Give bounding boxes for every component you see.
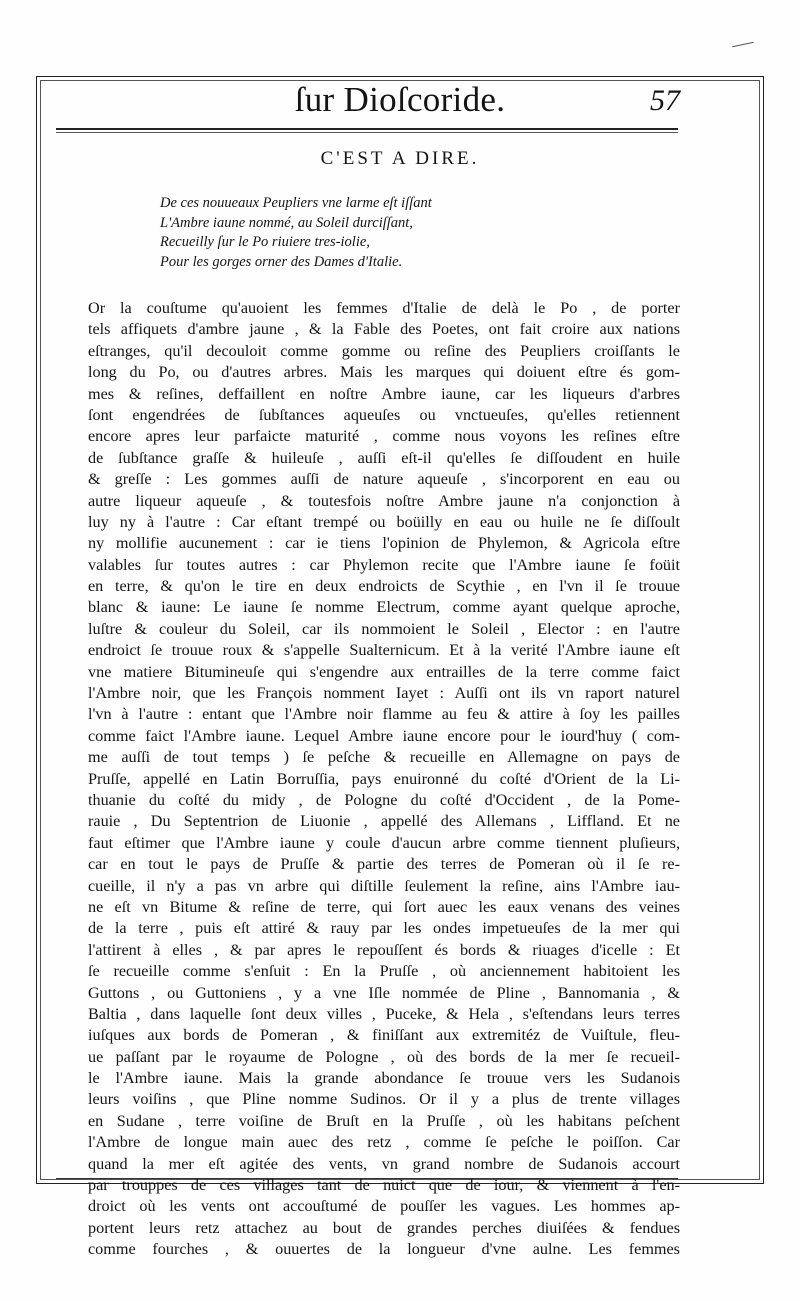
body-line: portent leurs retz attachez au bout de grandes perches diuiſées & fendues (88, 1218, 680, 1237)
body-line: en Sudane , terre voiſine de Bruſt en la Pruſſe , où les habitans peſchent (88, 1111, 680, 1130)
body-line: en terre, & qu'on le tire en deux endroicts de Scythie , en l'vn il ſe trouue (88, 577, 680, 596)
body-line: comme fourches , & ouuertes de la longueur d'vne aulne. Les femmes (88, 1240, 680, 1259)
body-line: l'vn à l'autre : entant que l'Ambre noir flamme au feu & attire à ſoy les pailles (88, 705, 680, 724)
body-line: leurs voiſins , que Pline nomme Sudinos. Or il y a plus de trente villages (88, 1090, 680, 1109)
body-line: ne eſt vn Bitume & reſine de terre, qui ſort auec les eaux venans des veines (88, 897, 680, 916)
section-heading: C'EST A DIRE. (320, 148, 480, 169)
page-number: 57 (650, 84, 680, 117)
body-line: Guttons , ou Guttoniens , y a vne Iſle nommée de Pline , Bannomania , & (88, 983, 680, 1002)
verse-line: Recueilly ſur le Po riuiere tres-iolie, (160, 234, 370, 250)
body-line: iuſques aux bords de Pomeran , & finiſſant aux extremitéz de Vuiſtule, fleu- (88, 1026, 680, 1045)
body-line: luy ny à l'autre : Car eſtant trempé ou boüilly en eau ou huile ne ſe diſſoult (88, 512, 680, 531)
body-line: Baltia , dans laquelle ſont deux villes , Puceke, & Hela , s'eſtendans leurs terres (88, 1004, 680, 1023)
footer-rule (56, 1178, 678, 1179)
running-head: ſur Dioſcoride. (294, 80, 506, 119)
body-line: ny mollifie aucunement : car ie tiens l'opinion de Phylemon, & Agricola eſtre (88, 534, 680, 553)
body-line: eſtranges, qu'il decouloit comme gomme ou reſine des Peupliers croiſſants le (88, 341, 680, 360)
verse-line: De ces nouueaux Peupliers vne larme eſt iſſant (160, 195, 432, 211)
body-line: ſe recueille comme s'enſuit : En la Pruſſe , où anciennement habitoient les (88, 962, 680, 981)
header-rule (56, 128, 678, 130)
body-line: cueille, il n'y a pas vn arbre qui diſtille ſeulement la reſine, ains l'Ambre iau- (88, 876, 680, 895)
body-line: valables ſur toutes autres : car Phylemon recite que l'Ambre iaune ſe foüit (88, 555, 680, 574)
margin-mark (732, 42, 754, 48)
body-line: quand la mer eſt agitée des vents, vn grand nombre de Sudanois accourt (88, 1154, 680, 1173)
header-rule-thin (56, 132, 678, 133)
body-line: le l'Ambre iaune. Mais la grande abondance ſe trouue vers les Sudanois (88, 1069, 680, 1088)
body-line: ue paſſant par le royaume de Pologne , où des bords de la mer ſe recueil- (88, 1047, 680, 1066)
body-line: me auſſi de tout temps ) ſe peſche & recueille en Allemagne on pays de (88, 748, 680, 767)
body-line: luſtre & couleur du Soleil, car ils nommoient le Soleil , Elector : en l'autre (88, 619, 680, 638)
body-line: blanc & iaune: Le iaune ſe nomme Electrum, comme ayant quelque aproche, (88, 598, 680, 617)
body-line: thuanie du coſté du midy , de Pologne du coſté d'Occident , de la Pome- (88, 790, 680, 809)
verse-line: L'Ambre iaune nommé, au Soleil durciſſant, (160, 214, 413, 231)
body-line: l'Ambre noir, que les François nomment Iayet : Auſſi ont ils vn raport naturel (88, 684, 680, 703)
body-line: tels affiquets d'ambre jaune , & la Fable des Poetes, ont fait croire aux nations (88, 320, 680, 339)
body-line: Or la couſtume qu'auoient les femmes d'Italie de delà le Po , de porter (88, 299, 680, 317)
body-line: vne matiere Bitumineuſe qui s'engendre aux entrailles de la terre comme faict (88, 662, 680, 681)
body-line: mes & reſines, deffaillent en noſtre Ambre iaune, car les liqueurs d'arbres (88, 384, 680, 403)
body-line: de la terre , puis eſt attiré & rauy par les ondes impetueuſes de la mer qui (88, 919, 680, 938)
body-line: ſont engendrées de ſubſtances aqueuſes ou vnctueuſes, qu'elles retiennent (88, 405, 680, 424)
body-line: comme faict l'Ambre iaune. Lequel Ambre iaune encore pour le iourd'huy ( com- (88, 726, 680, 745)
body-line: par trouppes de ces villages tant de nuict que de iour, & viennent à l'en- (88, 1176, 680, 1195)
body-line: & greſſe : Les gommes auſſi de nature aqueuſe , s'incorporent en eau ou (88, 470, 680, 489)
verse-block (160, 194, 660, 272)
body-line: autre liqueur aqueuſe , & toutesfois noſtre Ambre jaune n'a conjonction à (88, 491, 680, 510)
body-paragraph (88, 298, 680, 1261)
body-line: long du Po, ou d'autres arbres. Mais les marques qui doiuent eſtre és gom- (88, 363, 680, 382)
body-line: droict où les vents ont accouſtumé de pouſſer les vagues. Les hommes ap- (88, 1197, 680, 1216)
body-line: de ſubſtance graſſe & huileuſe , auſſi eſt-il qu'elles ſe diſſoudent en huile (88, 448, 680, 467)
body-line: endroict ſe trouue roux & s'appelle Sualternicum. Et à la verité l'Ambre iaune eſt (88, 641, 680, 660)
verse-line: Pour les gorges orner des Dames d'Italie. (160, 253, 403, 270)
body-line: l'attirent à elles , & par apres le repouſſent és bords & riuages d'icelle : Et (88, 940, 680, 959)
body-line: l'Ambre de longue main auec des retz , comme ſe peſche le poiſſon. Car (88, 1133, 680, 1152)
body-line: faut eſtimer que l'Ambre iaune y coule d'aucun arbre comme tiennent pluſieurs, (88, 833, 680, 852)
body-line: Pruſſe, appellé en Latin Borruſſia, pays enuironné du coſté d'Orient de la Li- (88, 769, 680, 788)
body-line: car en tout le pays de Pruſſe & partie des terres de Pomeran où il ſe re- (88, 855, 680, 874)
body-line: encore apres leur parfaicte maturité , comme nous voyons les reſines eſtre (88, 427, 680, 446)
body-line: rauie , Du Septentrion de Liuonie , appellé des Allemans , Liffland. Et ne (88, 812, 680, 831)
